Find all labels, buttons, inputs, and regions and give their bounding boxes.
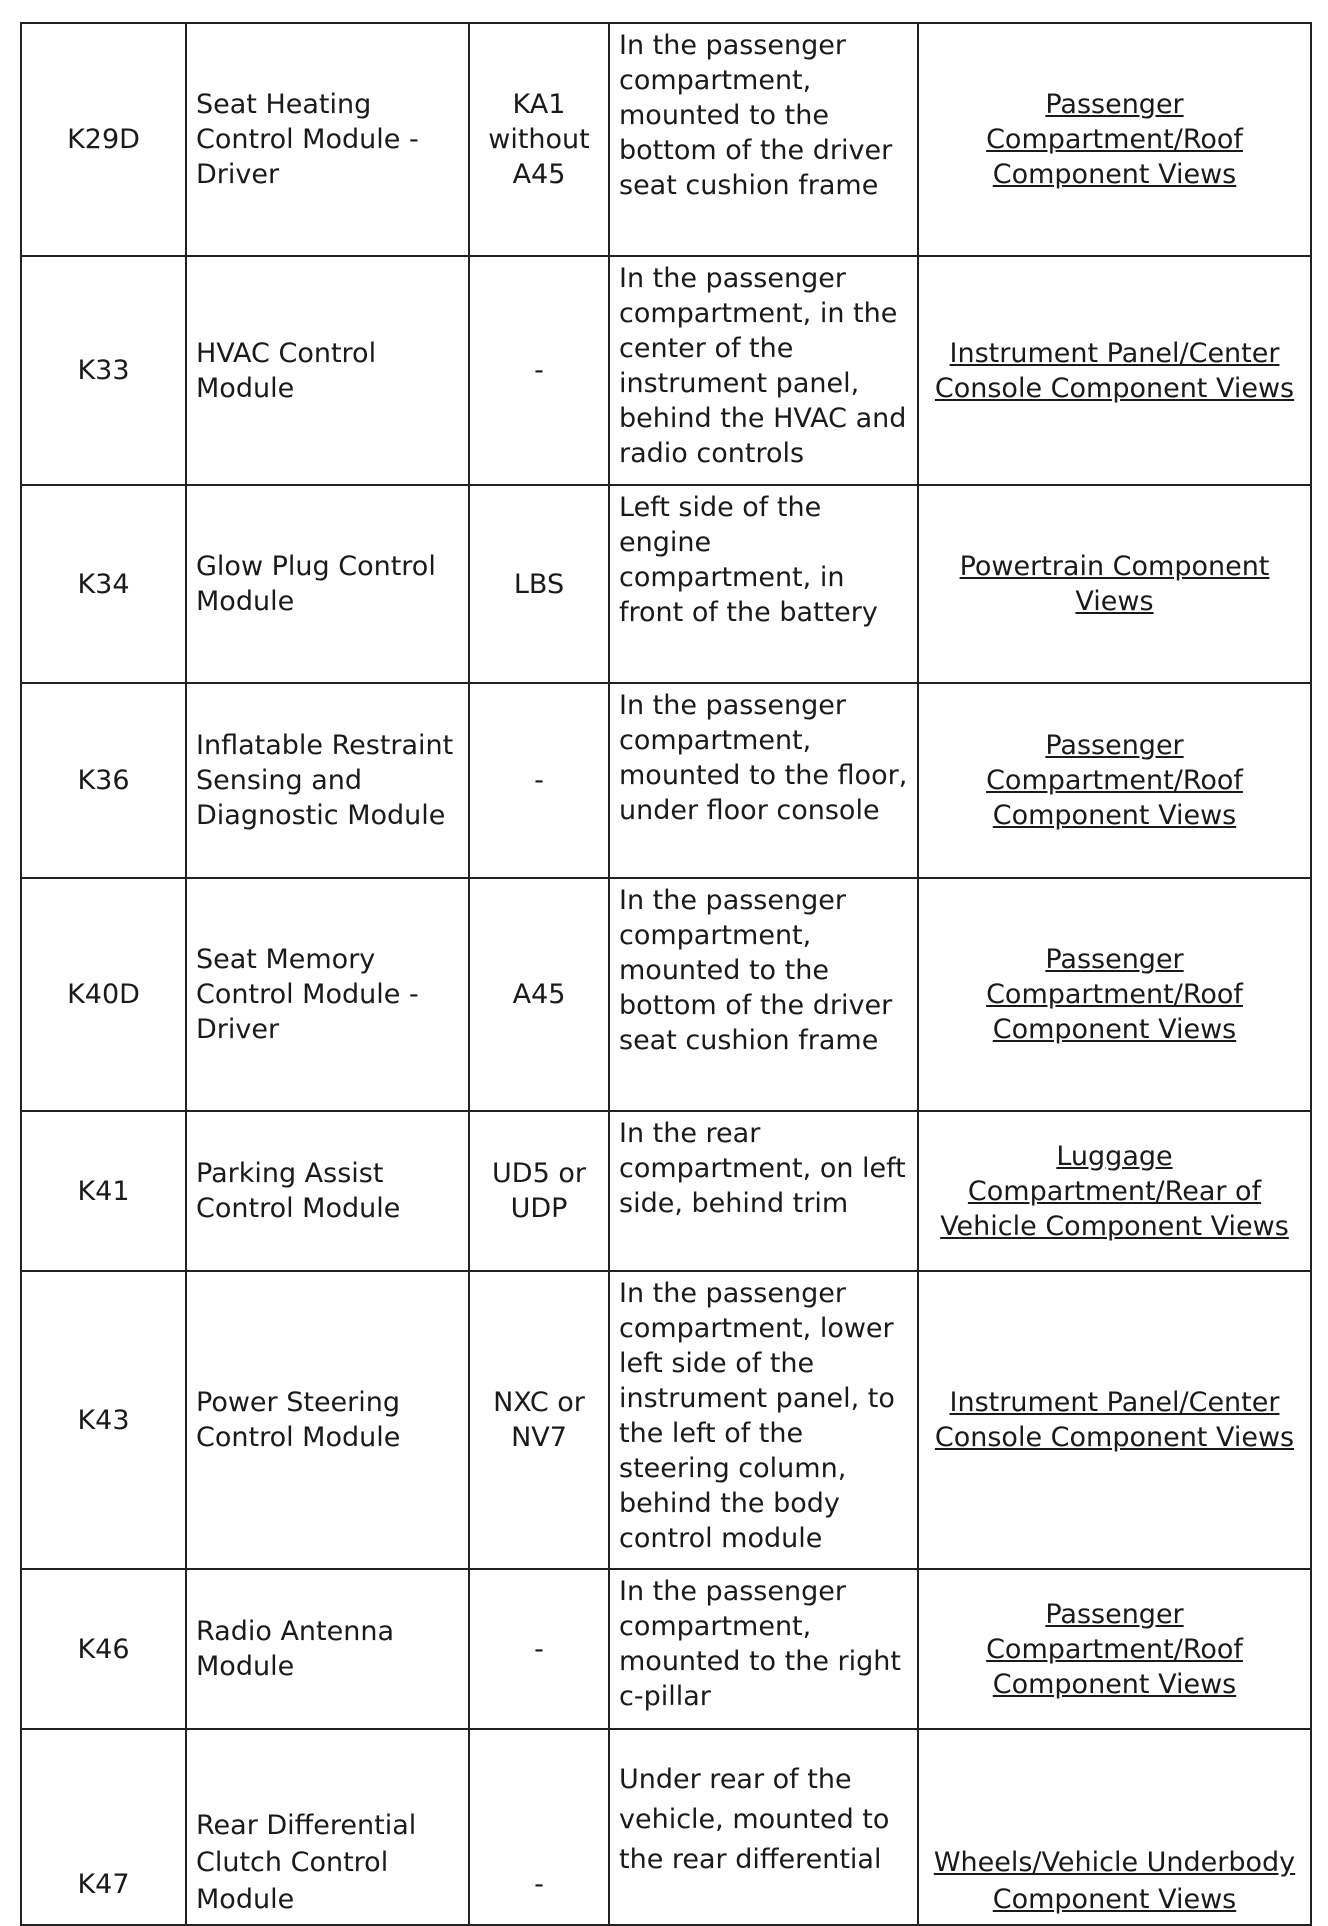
component-name: Seat Memory Control Module - Driver: [186, 878, 469, 1111]
component-name: Glow Plug Control Module: [186, 485, 469, 683]
component-id: K33: [21, 256, 186, 485]
component-id: K46: [21, 1569, 186, 1729]
component-options: LBS: [469, 485, 609, 683]
component-options: -: [469, 256, 609, 485]
component-options: -: [469, 1729, 609, 1925]
table-row: [21, 485, 1311, 683]
component-view-link[interactable]: Passenger Compartment/Roof Component Views: [986, 944, 1243, 1045]
component-name: Radio Antenna Module: [186, 1569, 469, 1729]
component-location: In the passenger compartment, mounted to the bottom of the driver seat cushion frame: [609, 878, 918, 1111]
component-view-link[interactable]: Instrument Panel/Center Console Component Views: [934, 337, 1295, 404]
component-options: -: [469, 1569, 609, 1729]
component-view-cell: [918, 1729, 1311, 1925]
component-view-cell: [918, 23, 1311, 256]
component-view-cell: [918, 1111, 1311, 1271]
component-options: -: [469, 683, 609, 878]
component-locator-table: [20, 22, 1312, 1926]
table-row: [21, 256, 1311, 485]
component-view-cell: [918, 1569, 1311, 1729]
component-location: In the passenger compartment, mounted to the floor, under floor console: [609, 683, 918, 878]
component-view-link[interactable]: Wheels/Vehicle Underbody Component Views: [933, 1847, 1296, 1915]
component-name: Parking Assist Control Module: [186, 1111, 469, 1271]
component-options: UD5 or UDP: [469, 1111, 609, 1271]
component-name: Seat Heating Control Module - Driver: [186, 23, 469, 256]
table-row: [21, 683, 1311, 878]
table-row: [21, 23, 1311, 256]
component-name: Rear Differential Clutch Control Module: [186, 1729, 469, 1925]
component-location: In the passenger compartment, lower left side of the instrument panel, to the left of the steering column, behind the body control module: [609, 1271, 918, 1569]
component-view-cell: [918, 1271, 1311, 1569]
component-view-link[interactable]: Passenger Compartment/Roof Component Views: [986, 89, 1243, 190]
component-id: K40D: [21, 878, 186, 1111]
component-location: In the passenger compartment, mounted to the right c-pillar: [609, 1569, 918, 1729]
component-view-link[interactable]: Powertrain Component Views: [959, 551, 1270, 617]
component-id: K43: [21, 1271, 186, 1569]
component-name: Inflatable Restraint Sensing and Diagnostic Module: [186, 683, 469, 878]
component-location: In the rear compartment, on left side, behind trim: [609, 1111, 918, 1271]
component-view-cell: [918, 683, 1311, 878]
component-location: In the passenger compartment, in the center of the instrument panel, behind the HVAC and radio controls: [609, 256, 918, 485]
component-options: KA1 without A45: [469, 23, 609, 256]
component-view-cell: [918, 485, 1311, 683]
component-view-cell: [918, 256, 1311, 485]
table-row: [21, 1569, 1311, 1729]
component-view-link[interactable]: Passenger Compartment/Roof Component Views: [986, 730, 1243, 831]
component-id: K34: [21, 485, 186, 683]
component-options: A45: [469, 878, 609, 1111]
component-view-link[interactable]: Instrument Panel/Center Console Component Views: [934, 1387, 1295, 1453]
table-row: [21, 878, 1311, 1111]
component-id: K29D: [21, 23, 186, 256]
table-row: [21, 1729, 1311, 1925]
component-id: K47: [21, 1729, 186, 1925]
component-name: HVAC Control Module: [186, 256, 469, 485]
component-view-link[interactable]: Luggage Compartment/Rear of Vehicle Component Views: [940, 1140, 1289, 1242]
component-location: Under rear of the vehicle, mounted to the rear differential: [609, 1729, 918, 1925]
component-options: NXC or NV7: [469, 1271, 609, 1569]
component-location: In the passenger compartment, mounted to the bottom of the driver seat cushion frame: [609, 23, 918, 256]
table-row: [21, 1271, 1311, 1569]
component-view-cell: [918, 878, 1311, 1111]
table-row: [21, 1111, 1311, 1271]
component-id: K41: [21, 1111, 186, 1271]
component-name: Power Steering Control Module: [186, 1271, 469, 1569]
component-view-link[interactable]: Passenger Compartment/Roof Component Views: [986, 1598, 1243, 1700]
component-location: Left side of the engine compartment, in front of the battery: [609, 485, 918, 683]
component-id: K36: [21, 683, 186, 878]
